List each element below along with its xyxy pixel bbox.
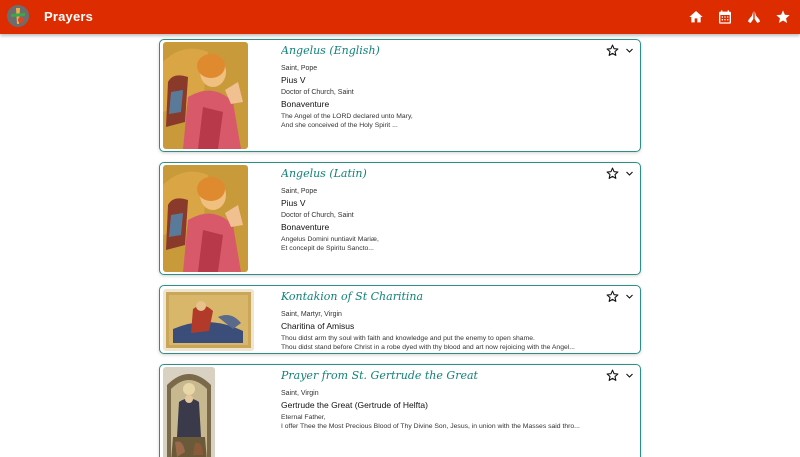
prayer-title[interactable]: Prayer from St. Gertrude the Great	[281, 369, 478, 382]
prayer-card[interactable]	[159, 39, 641, 152]
prayer-text	[281, 42, 610, 130]
saint-name: Charitina of Amisus	[281, 321, 355, 331]
praying-hands-icon[interactable]	[745, 8, 763, 26]
favorite-star-outline-icon[interactable]	[606, 167, 619, 180]
prayer-snippet-line: Thou didst arm thy soul with faith and knowledge and put the enemy to open shame.	[281, 335, 535, 342]
prayer-card[interactable]	[159, 285, 641, 354]
favorites-star-icon[interactable]	[774, 8, 792, 26]
favorite-star-outline-icon[interactable]	[606, 369, 619, 382]
prayer-snippet-line: And she conceived of the Holy Spirit ...	[281, 122, 398, 129]
calendar-icon[interactable]	[716, 8, 734, 26]
prayer-snippet-line: Eternal Father,	[281, 414, 326, 421]
angel-painting-image	[163, 165, 248, 272]
icon-painting-image	[163, 289, 254, 351]
home-icon[interactable]	[687, 8, 705, 26]
chevron-down-icon[interactable]	[625, 371, 634, 380]
saint-name: Pius V	[281, 198, 306, 208]
saint-name: Gertrude the Great (Gertrude of Helfta)	[281, 400, 428, 410]
saint-name: Bonaventure	[281, 99, 330, 109]
app-bar	[0, 0, 800, 34]
angel-painting-image	[163, 42, 248, 149]
prayer-list[interactable]	[0, 34, 800, 457]
saint-type: Saint, Martyr, Virgin	[281, 311, 342, 318]
favorite-star-outline-icon[interactable]	[606, 44, 619, 57]
prayer-snippet-line: Et concepit de Spiritu Sancto...	[281, 245, 374, 252]
saint-name: Bonaventure	[281, 222, 330, 232]
chevron-down-icon[interactable]	[625, 169, 634, 178]
saint-type: Saint, Virgin	[281, 390, 319, 397]
app-logo-icon[interactable]	[7, 5, 29, 27]
prayer-snippet-line: I offer Thee the Most Precious Blood of Thy Divine Son, Jesus, in union with the Masses said thro...	[281, 423, 580, 430]
prayer-card[interactable]	[159, 162, 641, 275]
prayer-text	[281, 288, 610, 352]
favorite-star-outline-icon[interactable]	[606, 290, 619, 303]
prayer-text	[281, 165, 610, 253]
saint-type: Saint, Pope	[281, 188, 318, 195]
prayer-snippet-line: Angelus Domini nuntiavit Mariæ,	[281, 236, 379, 243]
prayer-text	[281, 367, 610, 431]
prayer-snippet-line: The Angel of the LORD declared unto Mary,	[281, 113, 413, 120]
saint-type: Doctor of Church, Saint	[281, 89, 354, 96]
chevron-down-icon[interactable]	[625, 46, 634, 55]
prayer-title[interactable]: Angelus (Latin)	[281, 167, 367, 180]
altar-painting-image	[163, 367, 215, 457]
chevron-down-icon[interactable]	[625, 292, 634, 301]
saint-type: Saint, Pope	[281, 65, 318, 72]
saint-name: Pius V	[281, 75, 306, 85]
prayer-title[interactable]: Kontakion of St Charitina	[281, 290, 424, 303]
app-title: Prayers	[44, 9, 94, 24]
prayer-snippet-line: Thou didst stand before Christ in a robe dyed with thy blood and art now rejoicing with the Angel...	[281, 344, 575, 351]
saint-type: Doctor of Church, Saint	[281, 212, 354, 219]
prayer-card[interactable]	[159, 364, 641, 457]
prayer-title[interactable]: Angelus (English)	[281, 44, 380, 57]
